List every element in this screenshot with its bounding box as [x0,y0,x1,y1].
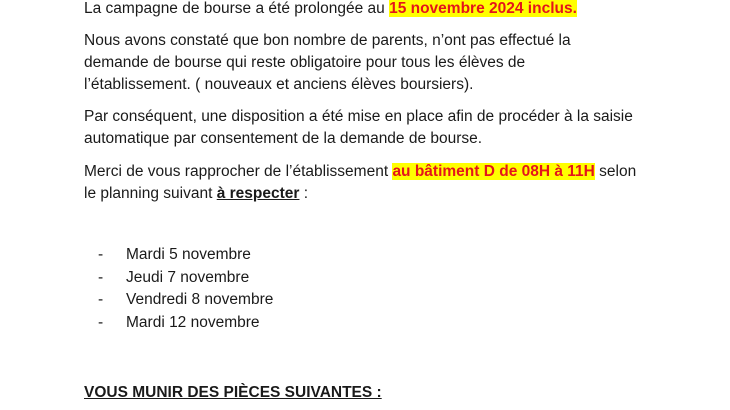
contact-text-start: Merci de vous rapprocher de l’établissement [84,163,393,180]
parents-line-1: Nous avons constaté que bon nombre de parents, n’ont pas effectué la [84,32,571,49]
planning-text: le planning suivant [84,185,217,202]
intro-text: La campagne de bourse a été prolongée au [84,0,390,17]
schedule-item [98,244,273,267]
schedule-date: Vendredi 8 novembre [126,291,274,308]
schedule-list [98,244,273,334]
schedule-date: Mardi 12 novembre [126,313,260,331]
documents-heading: VOUS MUNIR DES PIÈCES SUIVANTES : [84,384,382,401]
schedule-item [98,312,273,335]
disposition-line-1: Par conséquent, une disposition a été mise en place afin de procéder à la saisie [84,108,633,125]
disposition-paragraph [84,106,704,150]
intro-paragraph [84,0,704,20]
schedule-item [98,267,273,290]
parents-line-3: l’établissement. ( nouveaux et anciens élèves boursiers). [84,76,474,93]
contact-line-2 [84,183,704,205]
bullet-dash: - [98,268,104,286]
respect-emphasis: à respecter [216,185,300,202]
planning-colon: : [299,185,309,202]
parents-paragraph [84,30,704,96]
disposition-line-2: automatique par consentement de la demande de bourse. [84,130,483,147]
location-time-highlight: au bâtiment D de 08H à 11H [392,163,595,180]
schedule-date: Mardi 5 novembre [126,246,251,263]
bullet-dash: - [98,291,104,308]
schedule-date: Jeudi 7 novembre [126,268,250,286]
bullet-dash: - [98,246,104,263]
bullet-dash: - [98,313,104,331]
contact-line-1 [84,161,704,183]
contact-text-end: selon [594,163,637,180]
schedule-item [98,289,273,312]
deadline-highlight: 15 novembre 2024 inclus. [389,0,577,17]
contact-paragraph [84,161,704,205]
parents-line-2: demande de bourse qui reste obligatoire pour tous les élèves de [84,54,526,71]
